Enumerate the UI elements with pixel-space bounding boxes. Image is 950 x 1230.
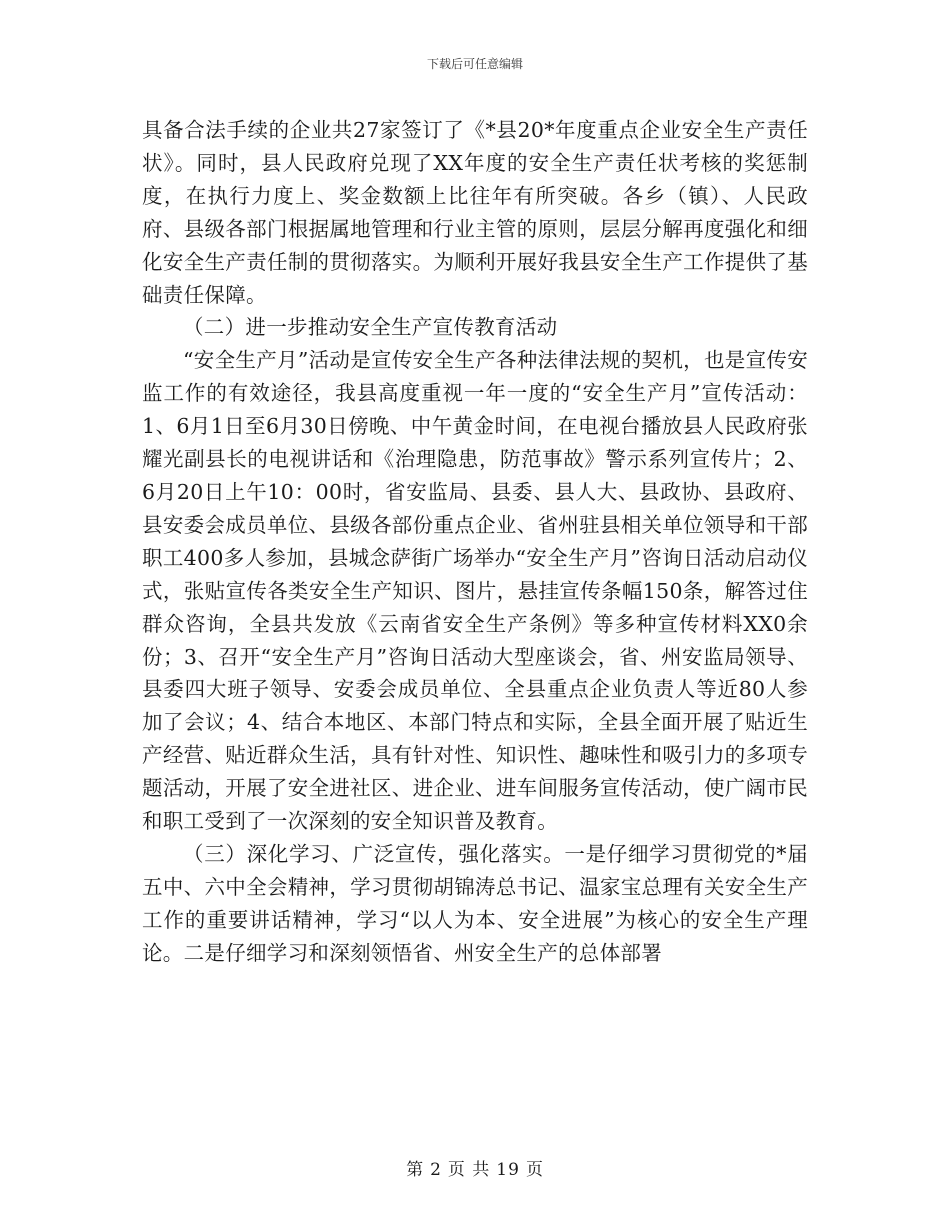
footer-suffix: 页 (525, 1160, 544, 1180)
paragraph-continued: 具备合法手续的企业共27家签订了《*县20*年度重点企业安全生产责任状》。同时，县人民政府兑现了XX年度的安全生产责任状考核的奖惩制度，在执行力度上、奖金数额上比往年有所突破。各乡（镇）、人民政府、县级各部门根据属地管理和行业主管的原则，层层分解再度强化和细化安全生产责任制的贯彻落实。为顺利开展好我县安全生产工作提供了基础责任保障。 (142, 118, 808, 307)
document-body (142, 114, 808, 970)
footer-total-pages: 19 (496, 1160, 520, 1180)
paragraph-safety-month: “安全生产月”活动是宣传安全生产各种法律法规的契机，也是宣传安监工作的有效途径，我县高度重视一年一度的“安全生产月”宣传活动：1、6月1日至6月30日傍晚、中午黄金时间，在电视台播放县人民政府张耀光副县长的电视讲话和《治理隐患，防范事故》警示系列宣传片；2、6月20日上午10：00时，省安监局、县委、县人大、县政协、县政府、县安委会成员单位、县级各部份重点企业、省州驻县相关单位领导和干部职工400多人参加，县城念萨街广场举办“安全生产月”咨询日活动启动仪式，张贴宣传各类安全生产知识、图片，悬挂宣传条幅150条，解答过住群众咨询，全县共发放《云南省安全生产条例》等多种宣传材料XX0余份；3、召开“安全生产月”咨询日活动大型座谈会，省、州安监局领导、县委四大班子领导、安委会成员单位、全县重点企业负责人等近80人参加了会议；4、结合本地区、本部门特点和实际，全县全面开展了贴近生产经营、贴近群众生活，具有针对性、知识性、趣味性和吸引力的多项专题活动，开展了安全进社区、进企业、进车间服务宣传活动，使广阔市民和职工受到了一次深刻的安全知识普及教育。 (142, 348, 808, 834)
page-header-note: 下载后可任意编辑 (426, 57, 523, 71)
section-heading-3-paragraph: （三）深化学习、广泛宣传，强化落实。一是仔细学习贯彻党的*届五中、六中全会精神，学习贯彻胡锦涛总书记、温家宝总理有关安全生产工作的重要讲话精神，学习“以人为本、安全进展”为核心的安全生产理论。二是仔细学习和深刻领悟省、州安全生产的总体部署 (142, 841, 808, 965)
section-heading-2: （二）进一步推动安全生产宣传教育活动 (183, 315, 558, 340)
footer-page-number: 2 (430, 1160, 442, 1180)
footer-prefix: 第 (406, 1160, 425, 1180)
footer-middle: 页 共 (447, 1160, 491, 1180)
page-footer (0, 1155, 950, 1180)
